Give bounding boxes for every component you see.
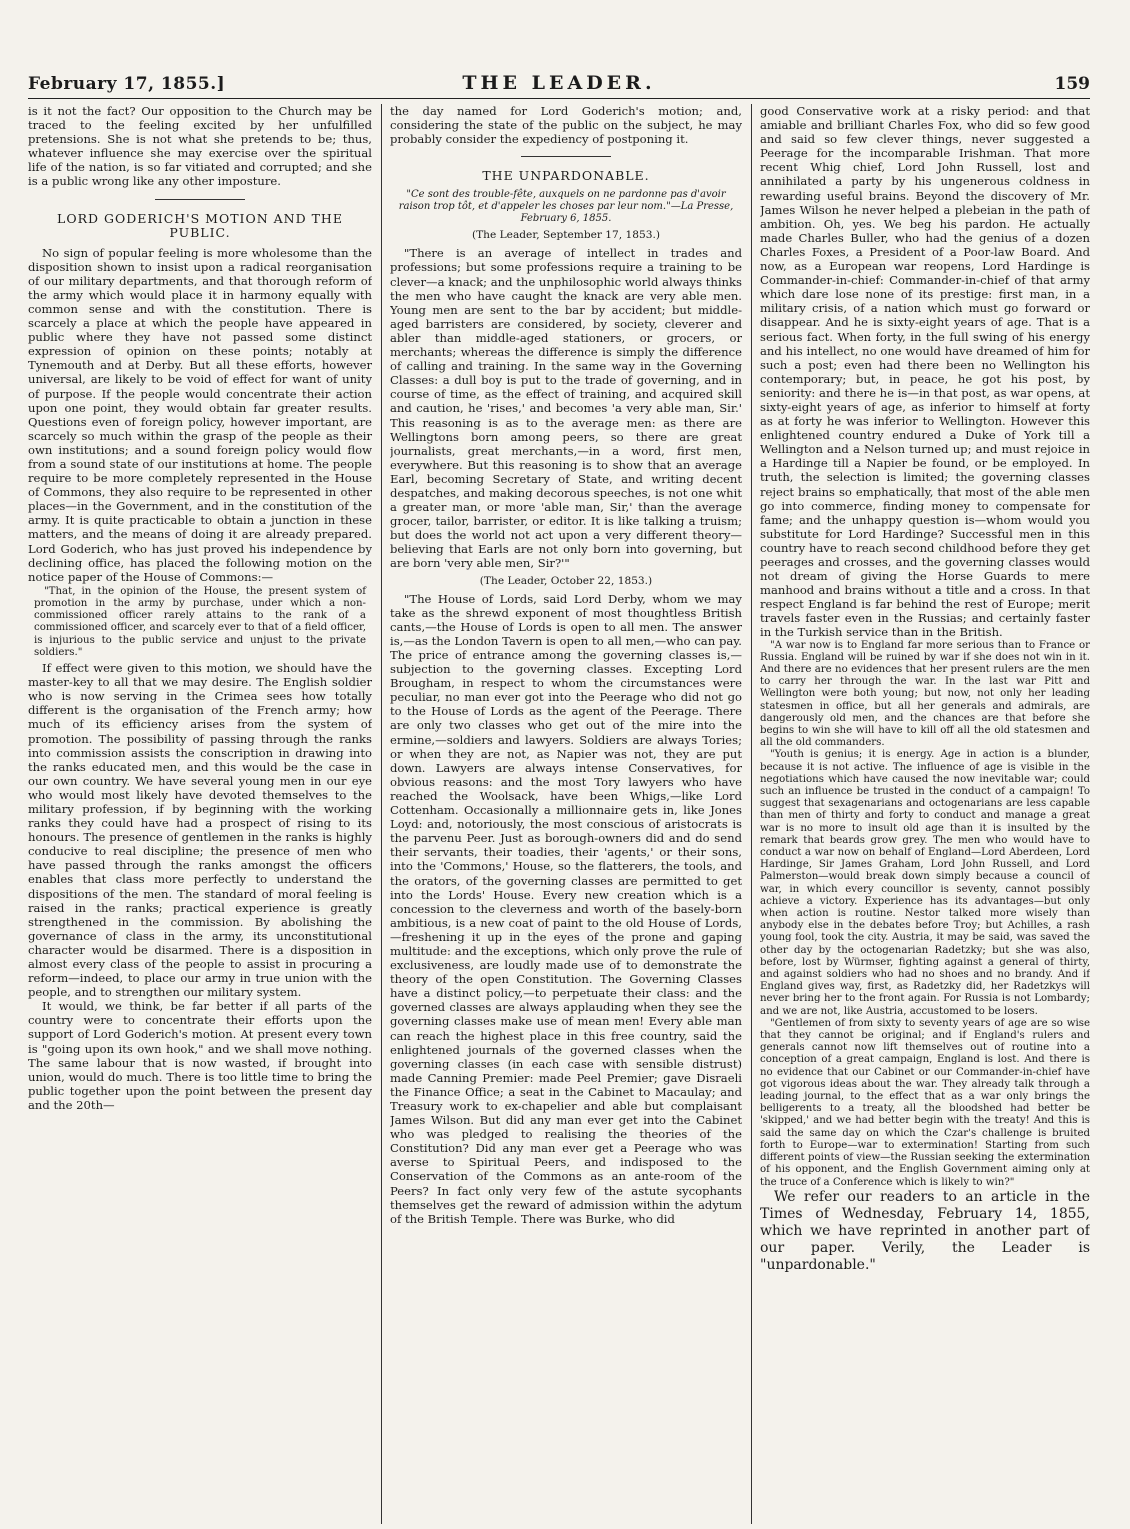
page-number: 159: [1054, 74, 1090, 94]
paragraph: It would, we think, be far better if all parts of the country were to concentrate their efforts upon the support of Lord Goderich's motion. At present every town is "going upon its own hook," and we shall move nothing. The same labour that is now wasted, if brought into union, would do much. There is too little time to bring the public together upon the point between the present day and the 20th—: [28, 999, 372, 1112]
article-heading: LORD GODERICH'S MOTION AND THE PUBLIC.: [57, 210, 343, 240]
paragraph: If effect were given to this motion, we should have the master-key to all that we may desire. The English soldier who is now serving in the Crimea sees how totally different is the organisation of the French army; how much of its efficiency arises from the system of promotion. The possibility of passing through the ranks into commission assists the conscription in drawing into the ranks educated men, and this would be the case in our own country. We have several young men in our eye who would most likely have devoted themselves to the military profession, if by beginning with the working ranks they could have had a prospect of rising to its honours. The presence of gentlemen in the ranks is highly conducive to real discipline; the presence of men who have passed through the ranks amongst the officers enables that class more perfectly to understand the dispositions of the men. The standard of moral feeling is raised in the ranks; practical experience is greatly strengthened in the commission. By abolishing the governance of class in the army, its unconstitutional character would be disarmed. There is a disposition in almost every class of the people to assist in procuring a reform—indeed, to place our army in true union with the people, and to strengthen our military system.: [28, 661, 372, 1000]
citation: (The Leader, September 17, 1853.): [471, 229, 660, 242]
paragraph: No sign of popular feeling is more wholesome than the disposition shown to insist upon a radical reorganisation of our military departments, and that thorough reform of the army which would place it in harmony equally with common sense and with the constitution. There is scarcely a place at which the people have appeared in public where they have not passed some distinct expression of opinion on these points; notably at Tynemouth and at Derby. But all these efforts, however universal, are likely to be void of effect for want of unity of purpose. If the people would concentrate their action upon one point, they would obtain far greater results. Questions even of foreign policy, however important, are scarcely so much within the grasp of the people as their own institutions; and a sound foreign policy would flow from a sound state of our institutions at home. The people require to be more completely represented in the House of Commons, they also require to be represented in other places—in the Government, and in the constitution of the army. It is quite practicable to obtain a junction in these matters, and the means of doing it are already prepared. Lord Goderich, who has just proved his independence by declining office, has placed the following motion on the notice paper of the House of Commons:—: [28, 245, 372, 584]
header-date: February 17, 1855.]: [28, 74, 226, 94]
column-rule: [381, 104, 382, 1524]
page-header: [28, 72, 1090, 99]
quoted-paragraph: good Conservative work at a risky period: and that amiable and brilliant Charles Fox, who did so few good and said so few clever things, never suggested a Peerage for the incomparable Irishman. That more recent Whig chief, Lord John Russell, lost and annihilated a party by his ungenerous coldness in rewarding useful brains. Beyond the discovery of Mr. James Wilson he never helped a plebeian in the path of ambition. Oh, yes. We beg his pardon. He actually made Charles Buller, who had the genius of a dozen Charles Foxes, a President of a Poor-law Board. And now, as a European war reopens, Lord Hardinge is Commander-in-chief: Commander-in-chief of that army which dare lose none of its prestige: first man, in a military crisis, of a nation which must go forward or disappear. And he is sixty-eight years of age. That is a serious fact. When forty, in the full swing of his energy and his intellect, no one would have dreamed of him for such a post; even had there been no Wellington his contemporary; but, in peace, he got his post, by seniority: and there he is—in that post, as war opens, at sixty-eight years of age, as inferior to himself at forty as at forty he was inferior to Wellington. However this enlightened country endured a Duke of York till a Wellington and a Nelson turned up; and must rejoice in a Hardinge till a Napier be found, or be employed. In truth, the selection is limited; the governing classes reject brains so emphatically, that most of the able men go into commerce, finding money to compensate for fame; and the unhappy question is—whom would you substitute for Lord Hardinge? Successful men in this country have to reach second childhood before they get peerages and crosses, and the governing classes would not dream of giving the Horse Guards to mere manhood and brains without a title and a cross. In that respect England is far behind the rest of Europe; merit travels faster even in the Russias; and certainly faster in the Turkish service than in the British.: [760, 104, 1090, 640]
paragraph: is it not the fact? Our opposition to the Church may be traced to the feeling excited by her unfulfilled pretensions. She is not what she pretends to be; thus, whatever influence she may exercise over the spiritual life of the nation, is so far vitiated and corrupted; and she is a public wrong like any other imposture.: [28, 104, 372, 189]
block-quote: "That, in the opinion of the House, the present system of promotion in the army by purchase, under which a non-commissioned officer rarely attains to the rank of a commissioned officer, and scarcely ever to that of a field officer, is injurious to the public service and unjust to the private soldiers.": [34, 585, 366, 658]
quoted-paragraph: "The House of Lords, said Lord Derby, whom we may take as the shrewd exponent of most thoughtless British cants,—the House of Lords is open to all men. The answer is,—as the London Tavern is open to all men,—who can pay. The price of entrance among the governing classes is,—subjection to the governing classes. Excepting Lord Brougham, in respect to whom the circumstances were peculiar, no man ever got into the Peerage who did not go to the House of Lords as the agent of the Peerage. There are only two classes who get out of the mire into the ermine,—soldiers and lawyers. Soldiers are always Tories; or when they are not, as Napier was not, they are put down. Lawyers are always intense Conservatives, for obvious reasons: and the most Tory lawyers who have reached the Woolsack, have been Whigs,—like Lord Cottenham. Occasionally a millionnaire gets in, like Jones Loyd: and, notoriously, the most conscious of aristocrats is the parvenu Peer. Just as borough-owners did and do send their servants, their toadies, their 'agents,' or their sons, into the 'Commons,' House, so the flatterers, the tools, and the orators, of the governing classes are permitted to get into the Lords' House. Every new creation which is a concession to the cleverness and worth of the basely-born ambitious, is a new coat of paint to the old House of Lords,—freshening it up in the eyes of the prone and gaping multitude: and the exceptions, which only prove the rule of exclusiveness, are loudly made use of to demonstrate the theory of the open Constitution. The Governing Classes have a distinct policy,—to perpetuate their class: and the governed classes are always applauding when they see the governing classes make use of mean men! Every able man can reach the highest place in this free country, said the enlightened journals of the governed classes when the governing classes (in each case with sensible distrust) made Canning Premier: made Peel Premier; gave Disraeli the Finance Office; a seat in the Cabinet to Macaulay; and Treasury work to ex-chapelier and able but complaisant James Wilson. But did any man ever get into the Cabinet who was pledged to realising the theories of the Constitution? Did any man ever get a Peerage who was averse to Spiritual Peers, and indisposed to the Conservation of the Commons as an ante-room of the Peers? In fact only very few of the astute sycophants themselves get the reward of admission within the adytum of the British Temple. There was Burke, who did: [390, 591, 742, 1226]
column-rule: [751, 104, 752, 1524]
divider: [521, 156, 611, 157]
quoted-paragraph: "Gentlemen of from sixty to seventy years of age are so wise that they cannot be original; and if England's rulers and generals cannot now lift themselves out of routine into a conception of a great campaign, England is lost. And there is no evidence that our Cabinet or our Commander-in-chief have got vigorous ideas about the war. They already talk through a leading journal, to the effect that as a war only brings the belligerents to a treaty, all the bloodshed had better be 'skipped,' and we had better begin with the treaty! And this is said the same day on which the Czar's challenge is bruited forth to Europe—war to extermination! Starting from such different points of view—the Russian seeking the extermination of his opponent, and the English Government aiming only at the truce of a Conference which is likely to win?": [760, 1017, 1090, 1188]
citation: (The Leader, October 22, 1853.): [479, 574, 653, 587]
quoted-paragraph: "There is an average of intellect in trades and professions; but some professions require a training to be clever—a knack; and the unphilosophic world always thinks the men who have caught the knack are very able men. Young men are sent to the bar by accident; but middle-aged barristers are considered, by society, cleverer and abler than middle-aged stationers, or grocers, or merchants; whereas the difference is simply the difference of calling and training. In the same way in the Governing Classes: a dull boy is put to the trade of governing, and in course of time, as the effect of training, and acquired skill and caution, he 'rises,' and becomes 'a very able man, Sir.' This reasoning is as to the average men: as there are Wellingtons born among peers, so there are great journalists, great merchants,—in a word, first men, everywhere. But this reasoning is to show that an average Earl, becoming Secretary of State, and writing decent despatches, and making decorous speeches, is not one whit a greater man, or more 'able man, Sir,' than the average grocer, tailor, barrister, or editor. It is like talking a truism; but does the world not act upon a very different theory—believing that Earls are not only born into governing, but are born 'very able men, Sir?'": [390, 246, 742, 571]
column-1: [28, 104, 372, 1524]
article-heading: THE UNPARDONABLE.: [482, 168, 650, 184]
closing-paragraph: We refer our readers to an article in the Times of Wednesday, February 14, 1855, which we have reprinted in another part of our paper. Verily, the Leader is "unpardonable.": [760, 1188, 1090, 1273]
column-2: [390, 104, 742, 1524]
quoted-paragraph: "Youth is genius; it is energy. Age in action is a blunder, because it is not active. The influence of age is visible in the negotiations which have caused the now inevitable war; could such an influence be trusted in the conduct of a campaign! To suggest that sexagenarians and octogenarians are less capable than men of thirty and forty to conduct and manage a great war is no more to insult old age than it is insulted by the remark that beards grow grey. The men who would have to conduct a war now on behalf of England—Lord Aberdeen, Lord Hardinge, Sir James Graham, Lord John Russell, and Lord Palmerston—would break down simply because a council of war, in which every councillor is seventy, cannot possibly achieve a victory. Experience has its advantages—but only when action is routine. Nestor talked more wisely than anybody else in the debates before Troy; but Achilles, a rash young fool, took the city. Austria, it may be said, was saved the other day by the octogenarian Radetzky; but she was also, before, lost by Würmser, fighting against a general of thirty, and against soldiers who had no shoes and no brandy. And if England gives way, first, as Radetzky did, her Radetzkys will never bring her to the front again. For Russia is not Lombardy; and we are not, like Austria, accustomed to be losers.: [760, 749, 1090, 1017]
column-3: [760, 104, 1090, 1524]
masthead-title: THE LEADER.: [462, 72, 656, 94]
divider: [155, 199, 245, 200]
quoted-paragraph: "A war now is to England far more serious than to France or Russia. England will be ruined by war if she does not win in it. And there are no evidences that her present rulers are the men to carry her through the war. In the last war Pitt and Wellington were both young; but now, not only her leading statesmen in office, but all her generals and admirals, are dangerously old men, and the chances are that before she begins to win she will have to kill off all the old statesmen and all the old commanders.: [760, 639, 1090, 749]
paragraph: the day named for Lord Goderich's motion; and, considering the state of the public on the subject, he may probably consider the expediency of postponing it.: [390, 104, 742, 147]
epigraph: "Ce sont des trouble-fête, auxquels on ne pardonne pas d'avoir raison trop tôt, et d'appeler les choses par leur nom."—La Presse, February 6, 1855.: [398, 189, 734, 225]
